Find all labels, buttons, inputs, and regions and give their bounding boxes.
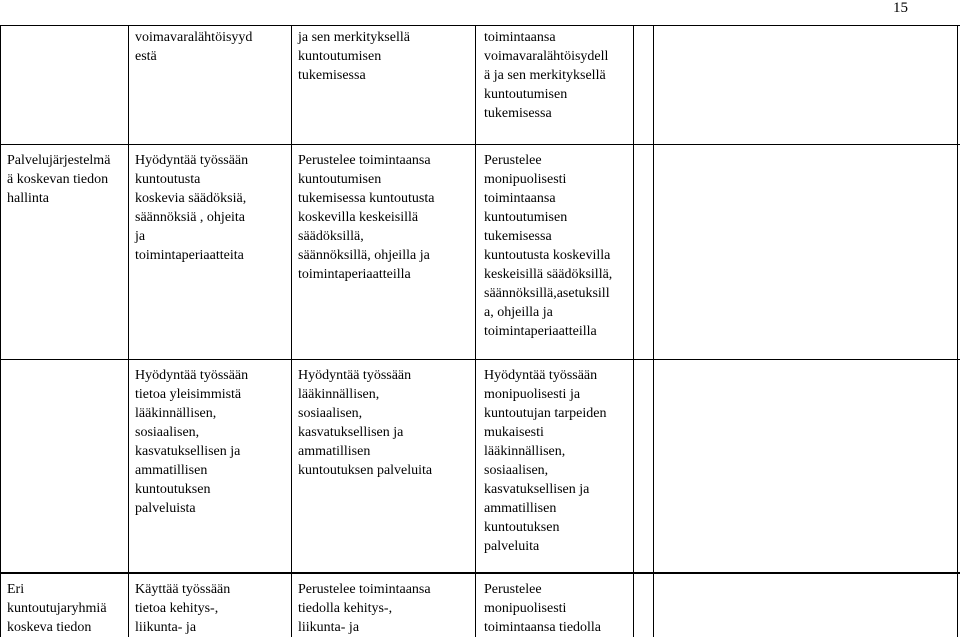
table-cell: Käyttää työssään tietoa kehitys-, liikunta- ja (135, 582, 231, 635)
table-cell: Perustelee monipuolisesti toimintaansa tiedolla (484, 582, 602, 635)
column-divider (653, 25, 654, 637)
table-cell: Hyödyntää työssään tietoa yleisimmistä lääkinnällisen, sosiaalisen, kasvatuksellisen ja ammatillisen kuntoutuksen palveluista (135, 368, 249, 516)
table-cell: voimavaralähtöisyyd estä (135, 30, 253, 64)
table-border-top (0, 25, 960, 26)
table-cell: Hyödyntää työssään kuntoutusta koskevia säädöksiä, säännöksiä , ohjeita ja toimintaperiaatteita (135, 153, 249, 263)
page-number: 15 (893, 0, 908, 16)
table-cell: toimintaansa voimavaralähtöisydell ä ja sen merkityksellä kuntoutumisen tukemisessa (484, 30, 609, 121)
table-border-left (0, 25, 1, 637)
table-cell: Perustelee monipuolisesti toimintaansa kuntoutumisen tukemisessa kuntoutusta koskevilla keskeisillä säädöksillä, säännöksillä,asetuksill a, ohjeilla ja toimintaperiaatteilla (484, 153, 613, 339)
column-divider (128, 25, 129, 637)
table-cell: Perustelee toimintaansa kuntoutumisen tukemisessa kuntoutusta koskevilla keskeisillä säädöksillä, säännöksillä, ohjeilla ja toimintaperiaatteilla (298, 153, 435, 282)
table-cell: Hyödyntää työssään lääkinnällisen, sosiaalisen, kasvatuksellisen ja ammatillisen kuntoutuksen palveluita (298, 368, 433, 478)
table-cell: Hyödyntää työssään monipuolisesti ja kuntoutujan tarpeiden mukaisesti lääkinnällisen, sosiaalisen, kasvatuksellisen ja ammatillisen kuntoutuksen palveluita (484, 368, 607, 554)
column-divider (475, 25, 476, 637)
column-divider (291, 25, 292, 637)
table-cell: ja sen merkityksellä kuntoutumisen tukemisessa (298, 30, 410, 83)
row-divider (0, 359, 960, 360)
table-cell: Eri kuntoutujaryhmiä koskeva tiedon (7, 582, 107, 635)
column-divider (633, 25, 634, 637)
table-cell: Perustelee toimintaansa tiedolla kehitys-, liikunta- ja (298, 582, 431, 635)
table-border-right (957, 25, 958, 637)
row-divider (0, 572, 960, 574)
row-divider (0, 144, 960, 145)
table-cell: Palvelujärjestelmä ä koskevan tiedon hallinta (7, 153, 111, 206)
